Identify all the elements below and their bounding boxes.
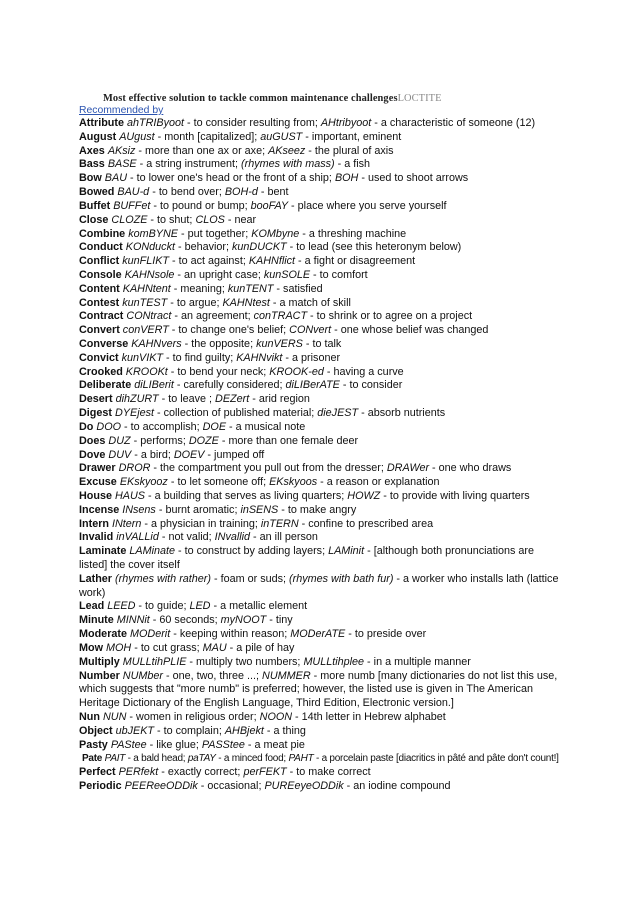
ad-header[interactable]: [103, 93, 523, 104]
entry-bowed: Bowed BAU-d - to bend over; BOH-d - bent: [79, 186, 289, 199]
pronunciation: BOH-d: [224, 186, 258, 199]
pronunciation: KAHNvikt: [236, 351, 283, 364]
definition: to cut grass;: [140, 641, 200, 654]
pronunciation: KROOK-ed: [269, 365, 324, 378]
entry-word: Laminate: [79, 545, 127, 558]
definition: 60 seconds;: [159, 614, 218, 627]
pronunciation: MODerit: [130, 628, 171, 641]
entry-word: Digest: [79, 407, 112, 420]
definition: a prisoner: [292, 351, 341, 364]
definition: having a curve: [333, 365, 404, 378]
definition: to leave ;: [168, 393, 213, 406]
entry-word: Multiply: [79, 655, 120, 668]
entry-word: Object: [79, 724, 113, 737]
definition: to comfort: [319, 268, 368, 281]
pronunciation: NOON: [259, 710, 293, 723]
definition: to change one's belief;: [178, 324, 287, 337]
pronunciation: ahTRIByoot: [126, 117, 184, 129]
pronunciation: BUFFet: [113, 199, 151, 212]
entry-word: Close: [79, 213, 109, 226]
definition: confine to prescribed area: [308, 517, 434, 530]
definition: a physician in training;: [151, 517, 258, 530]
definition: exactly correct;: [167, 766, 241, 779]
entry-dove: Dove DUV - a bird; DOEV - jumped off: [79, 448, 265, 461]
definition: meaning;: [180, 282, 225, 295]
entry-word: Converse: [79, 338, 129, 350]
pronunciation: CONvert: [289, 324, 332, 337]
entry-do: Do DOO - to accomplish; DOE - a musical note: [79, 420, 306, 433]
definition: arid region: [258, 393, 310, 406]
entry-word: Number: [79, 669, 120, 682]
pronunciation: LED: [189, 600, 211, 613]
entry-converse: Converse KAHNvers - the opposite; kunVERS - to talk: [79, 338, 342, 350]
pronunciation: diLIBerit: [134, 379, 174, 392]
pronunciation: PEEReeODDik: [124, 780, 198, 792]
definition: multiply two numbers;: [196, 655, 301, 668]
entry-convict: Convict kunVIKT - to find guilty; KAHNvikt - a prisoner: [79, 351, 341, 364]
entry-minute: Minute MINNit - 60 seconds; myNOOT - tiny: [79, 614, 293, 627]
pronunciation: DOE: [202, 420, 227, 433]
entry-incense: Incense INsens - burnt aromatic; inSENS - to make angry: [79, 503, 357, 516]
entry-word: Moderate: [79, 628, 127, 641]
definition: to lower one's head or the front of a ship;: [136, 172, 332, 185]
pronunciation: PUREeyeODDik: [264, 780, 344, 792]
definition: a porcelain paste [diacritics in pâté and pâte don't count!]: [321, 753, 559, 765]
pronunciation: EKskyooz: [119, 476, 168, 489]
definition: more than one ax or axe;: [145, 144, 266, 157]
definition: to find guilty;: [172, 351, 234, 364]
pronunciation: MAU: [202, 641, 227, 654]
definition: foam or suds;: [220, 572, 287, 585]
pronunciation: conTRACT: [253, 310, 308, 323]
entry-word: Convert: [79, 324, 120, 337]
definition: to lead (see this heteronym below): [296, 241, 462, 254]
pronunciation: inTERN: [260, 517, 299, 530]
entry-contest: Contest kunTEST - to argue; KAHNtest - a match of skill: [79, 296, 351, 309]
definition: the compartment you pull out from the dresser;: [160, 462, 384, 475]
pronunciation: PAIT: [104, 753, 126, 765]
entry-crooked: Crooked KROOKt - to bend your neck; KROOK-ed - having a curve: [79, 365, 404, 378]
entry-word: Periodic: [79, 780, 122, 792]
pronunciation: (rhymes with mass): [241, 158, 335, 171]
definition: to consider resulting from;: [193, 117, 318, 129]
pronunciation: kunDUCKT: [232, 241, 287, 254]
pronunciation: kunSOLE: [263, 268, 311, 281]
definition: one whose belief was changed: [340, 324, 489, 337]
definition: a meat pie: [254, 738, 305, 751]
entry-word: Console: [79, 268, 122, 281]
pronunciation: LEED: [107, 600, 136, 613]
pronunciation: DYEjest: [115, 407, 155, 420]
entry-word: Axes: [79, 144, 105, 157]
definition: a building that serves as living quarters;: [154, 489, 345, 502]
definition: to bend your neck;: [177, 365, 267, 378]
entry-conduct: Conduct KONduckt - behavior; kunDUCKT - to lead (see this heteronym below): [79, 241, 462, 254]
entry-word: Bow: [79, 172, 102, 185]
pronunciation: DROR: [118, 462, 151, 475]
entry-contract: Contract CONtract - an agreement; conTRACT - to shrink or to agree on a project: [79, 310, 473, 323]
pronunciation: kunTEST: [122, 296, 168, 309]
entry-pate: Pate PAIT - a bald head; paTAY - a minced food; PAHT - a porcelain paste [diacritics in pâté and pâte don't count!]: [82, 753, 559, 765]
entry-word: Buffet: [79, 199, 111, 212]
pronunciation: AKseez: [268, 144, 306, 157]
definition: to let someone off;: [177, 476, 267, 489]
pronunciation: kunTENT: [227, 282, 274, 295]
entry-word: Pasty: [79, 738, 108, 751]
entry-word: Bowed: [79, 186, 115, 199]
definition: absorb nutrients: [367, 407, 446, 420]
definition: to shut;: [157, 213, 193, 226]
pronunciation: MOH: [106, 641, 132, 654]
pronunciation: (rhymes with rather): [115, 572, 211, 585]
entry-august: August AUgust - month [capitalized]; auGUST - important, eminent: [79, 130, 402, 143]
pronunciation: INtern: [112, 517, 142, 530]
entry-word: House: [79, 489, 112, 502]
pronunciation: AUgust: [119, 130, 155, 143]
pronunciation: DRAWer: [386, 462, 430, 475]
definition: behavior;: [184, 241, 230, 254]
definition: like glue;: [156, 738, 199, 751]
entry-attribute: Attribute ahTRIByoot - to consider resulting from; AHtribyoot - a characteristic of someone (12): [79, 117, 536, 129]
entry-multiply: Multiply MULLtihPLIE - multiply two numbers; MULLtihplee - in a multiple manner: [79, 655, 471, 668]
entry-word: Attribute: [79, 117, 124, 129]
definition: to act against;: [178, 255, 246, 268]
entry-conflict: Conflict kunFLIKT - to act against; KAHNflict - a fight or disagreement: [79, 255, 416, 268]
entry-buffet: Buffet BUFFet - to pound or bump; booFAY - place where you serve yourself: [79, 199, 447, 212]
entry-desert: Desert dihZURT - to leave ; DEZert - arid region: [79, 393, 310, 406]
entry-word: August: [79, 130, 117, 143]
recommended-by-link[interactable]: Recommended by: [79, 105, 164, 116]
entry-bow: Bow BAU - to lower one's head or the front of a ship; BOH - used to shoot arrows: [79, 172, 469, 185]
definition: bent: [267, 186, 289, 199]
definition: a thing: [273, 724, 306, 737]
pronunciation: DOZE: [188, 434, 219, 447]
definition: a string instrument;: [146, 158, 239, 171]
pronunciation: kunFLIKT: [122, 255, 169, 268]
definition: keeping within reason;: [179, 628, 288, 641]
definition: the opposite;: [191, 338, 254, 350]
entry-word: Invalid: [79, 531, 114, 544]
definition: a worker who installs lath (lattice work): [79, 572, 559, 599]
entry-word: Desert: [79, 393, 113, 406]
pronunciation: komBYNE: [128, 227, 178, 240]
entry-content: Content KAHNtent - meaning; kunTENT - satisfied: [79, 282, 323, 295]
entry-laminate: Laminate LAMinate - to construct by adding layers; LAMinit - [although both pronunciations are listed] the cover itself: [79, 545, 534, 571]
pronunciation: DUZ: [108, 434, 131, 447]
definition: a match of skill: [279, 296, 351, 309]
entry-bass: Bass BASE - a string instrument; (rhymes with mass) - a fish: [79, 158, 371, 171]
entry-word: Minute: [79, 614, 114, 627]
pronunciation: conVERT: [122, 324, 169, 337]
pronunciation: dihZURT: [115, 393, 159, 406]
definition: month [capitalized];: [164, 130, 258, 143]
entry-word: Lead: [79, 600, 105, 613]
entry-drawer: Drawer DROR - the compartment you pull out from the dresser; DRAWer - one who draws: [79, 462, 512, 475]
pronunciation: KOMbyne: [251, 227, 300, 240]
definition: to make angry: [287, 503, 357, 516]
entry-number: Number NUMber - one, two, three ...; NUMMER - more numb [many dictionaries do not list this use, which suggests that "more numb" is preferred; however, the listed use is given in The American Heritage Dictionary of the English Language, Third Edition, Electronic version.]: [79, 669, 558, 710]
definition: to complain;: [163, 724, 222, 737]
entry-word: Does: [79, 434, 106, 447]
entry-perfect: Perfect PERfekt - exactly correct; perFEKT - to make correct: [79, 766, 371, 779]
entry-lead: Lead LEED - to guide; LED - a metallic element: [79, 600, 308, 613]
entry-word: Contest: [79, 296, 120, 309]
definition: 14th letter in Hebrew alphabet: [301, 710, 446, 723]
definition: to shrink or to agree on a project: [316, 310, 473, 323]
pronunciation: DOO: [96, 420, 121, 433]
pronunciation: BAU-d: [117, 186, 150, 199]
pronunciation: NUMMER: [262, 669, 311, 682]
entry-word: Contract: [79, 310, 124, 323]
entry-excuse: Excuse EKskyooz - to let someone off; EKskyoos - a reason or explanation: [79, 476, 440, 489]
definition: occasional;: [207, 780, 262, 792]
pronunciation: INsens: [122, 503, 156, 516]
pronunciation: KAHNsole: [124, 268, 175, 281]
pronunciation: CLOS: [195, 213, 225, 226]
pronunciation: diLIBerATE: [285, 379, 340, 392]
entry-word: Pate: [82, 753, 103, 765]
definition: important, eminent: [311, 130, 402, 143]
definition: [although both pronunciations are listed] the cover itself: [79, 545, 534, 571]
entry-word: Do: [79, 420, 94, 433]
pronunciation: kunVERS: [256, 338, 303, 350]
pronunciation: KONduckt: [125, 241, 175, 254]
entry-word: Convict: [79, 351, 119, 364]
entry-word: Conflict: [79, 255, 120, 268]
entry-word: Incense: [79, 503, 120, 516]
entry-lather: Lather (rhymes with rather) - foam or suds; (rhymes with bath fur) - a worker who installs lath (lattice work): [79, 572, 559, 599]
entry-combine: Combine komBYNE - put together; KOMbyne - a threshing machine: [79, 227, 407, 240]
pronunciation: AHBjekt: [224, 724, 264, 737]
pronunciation: DUV: [108, 448, 132, 461]
pronunciation: MINNit: [116, 614, 150, 627]
definition: to guide;: [145, 600, 187, 613]
definition: satisfied: [283, 282, 323, 295]
entry-word: Deliberate: [79, 379, 132, 392]
definition: put together;: [187, 227, 249, 240]
pronunciation: NUN: [103, 710, 127, 723]
pronunciation: INvallid: [214, 531, 251, 544]
definition: burnt aromatic;: [165, 503, 238, 516]
pronunciation: HAUS: [115, 489, 145, 502]
definition: a minced food;: [223, 753, 286, 765]
definition: the plural of axis: [314, 144, 394, 157]
definition: near: [234, 213, 257, 226]
definition: to talk: [312, 338, 342, 350]
pronunciation: MULLtihPLIE: [122, 655, 187, 668]
definition: performs;: [140, 434, 186, 447]
definition: an iodine compound: [353, 780, 451, 792]
entry-does: Does DUZ - performs; DOZE - more than one female deer: [79, 434, 359, 447]
pronunciation: dieJEST: [317, 407, 359, 420]
entry-word: Intern: [79, 517, 109, 530]
ad-brand[interactable]: LOCTITE: [397, 93, 442, 104]
entry-word: Content: [79, 282, 120, 295]
pronunciation: booFAY: [250, 199, 289, 212]
pronunciation: KAHNflict: [248, 255, 296, 268]
pronunciation: EKskyoos: [269, 476, 318, 489]
pronunciation: KAHNvers: [131, 338, 182, 350]
definition: a fight or disagreement: [304, 255, 416, 268]
entry-nun: Nun NUN - women in religious order; NOON - 14th letter in Hebrew alphabet: [79, 710, 446, 723]
entry-word: Bass: [79, 158, 105, 171]
entry-object: Object ubJEKT - to complain; AHBjekt - a thing: [79, 724, 306, 737]
pronunciation: BAU: [104, 172, 127, 185]
entry-axes: Axes AKsiz - more than one ax or axe; AKseez - the plural of axis: [79, 144, 394, 157]
pronunciation: PASStee: [201, 738, 245, 751]
pronunciation: KAHNtest: [222, 296, 270, 309]
entry-intern: Intern INtern - a physician in training; inTERN - confine to prescribed area: [79, 517, 434, 530]
entry-word: Dove: [79, 448, 106, 461]
definition: one, two, three ...;: [172, 669, 260, 682]
pronunciation: inSENS: [240, 503, 279, 516]
pronunciation: HOWZ: [347, 489, 381, 502]
pronunciation: paTAY: [187, 753, 216, 765]
definition: a metallic element: [220, 600, 308, 613]
pronunciation: inVALLid: [116, 531, 159, 544]
pronunciation: MODerATE: [290, 628, 346, 641]
pronunciation: CONtract: [126, 310, 172, 323]
entry-word: Excuse: [79, 476, 117, 489]
entry-word: Conduct: [79, 241, 123, 254]
entry-invalid: Invalid inVALLid - not valid; INvallid - an ill person: [79, 531, 318, 544]
heteronym-list: [79, 117, 561, 794]
entry-word: Combine: [79, 227, 126, 240]
definition: an ill person: [259, 531, 318, 544]
pronunciation: (rhymes with bath fur): [289, 572, 394, 585]
entry-pasty: Pasty PAStee - like glue; PASStee - a meat pie: [79, 738, 305, 751]
definition: to pound or bump;: [160, 199, 248, 212]
entry-word: Nun: [79, 710, 100, 723]
entry-console: Console KAHNsole - an upright case; kunSOLE - to comfort: [79, 268, 368, 281]
definition: one who draws: [438, 462, 512, 475]
pronunciation: NUMber: [122, 669, 163, 682]
definition: to bend over;: [158, 186, 222, 199]
ad-title[interactable]: Most effective solution to tackle common maintenance challenges: [103, 93, 398, 104]
entry-convert: Convert conVERT - to change one's belief; CONvert - one whose belief was changed: [79, 324, 489, 337]
definition: place where you serve yourself: [297, 199, 447, 212]
definition: a musical note: [235, 420, 306, 433]
pronunciation: KROOKt: [125, 365, 168, 378]
entry-word: Mow: [79, 641, 103, 654]
definition: a reason or explanation: [326, 476, 440, 489]
entry-deliberate: Deliberate diLIBerit - carefully considered; diLIBerATE - to consider: [79, 379, 403, 392]
entry-house: House HAUS - a building that serves as living quarters; HOWZ - to provide with living quarters: [79, 489, 530, 502]
entry-digest: Digest DYEjest - collection of published material; dieJEST - absorb nutrients: [79, 407, 446, 420]
pronunciation: AHtribyoot: [320, 117, 372, 129]
pronunciation: BOH: [334, 172, 359, 185]
definition: collection of published material;: [163, 407, 315, 420]
pronunciation: PAStee: [110, 738, 147, 751]
pronunciation: PAHT: [288, 753, 314, 765]
definition: to accomplish;: [130, 420, 200, 433]
entry-word: Lather: [79, 572, 112, 585]
entry-word: Perfect: [79, 766, 116, 779]
definition: not valid;: [168, 531, 212, 544]
pronunciation: ubJEKT: [115, 724, 155, 737]
pronunciation: myNOOT: [220, 614, 267, 627]
pronunciation: perFEKT: [243, 766, 287, 779]
definition: a threshing machine: [308, 227, 407, 240]
definition: jumped off: [214, 448, 265, 461]
definition: more numb [many dictionaries do not list this use, which suggests that "more numb" is preferred; however, the listed use is given in The American Heritage Dictionary of the English Language, Third Edition, Electronic version.]: [79, 669, 558, 710]
definition: more than one female deer: [228, 434, 359, 447]
pronunciation: CLOZE: [111, 213, 148, 226]
pronunciation: AKsiz: [107, 144, 136, 157]
definition: to make correct: [296, 766, 371, 779]
definition: a bald head;: [133, 753, 186, 765]
pronunciation: MULLtihplee: [303, 655, 365, 668]
entry-mow: Mow MOH - to cut grass; MAU - a pile of hay: [79, 641, 295, 654]
definition: an agreement;: [181, 310, 251, 323]
definition: a bird;: [140, 448, 171, 461]
entry-close: Close CLOZE - to shut; CLOS - near: [79, 213, 257, 226]
definition: to preside over: [354, 628, 427, 641]
pronunciation: DEZert: [215, 393, 250, 406]
pronunciation: LAMinate: [129, 545, 176, 558]
definition: carefully considered;: [183, 379, 283, 392]
pronunciation: PERfekt: [118, 766, 159, 779]
entry-moderate: Moderate MODerit - keeping within reason; MODerATE - to preside over: [79, 628, 427, 641]
definition: a characteristic of someone (12): [380, 117, 536, 129]
entry-word: Drawer: [79, 462, 116, 475]
definition: an upright case;: [184, 268, 261, 281]
definition: to provide with living quarters: [389, 489, 530, 502]
definition: tiny: [275, 614, 293, 627]
entry-word: Crooked: [79, 365, 123, 378]
definition: a pile of hay: [236, 641, 295, 654]
pronunciation: LAMinit: [328, 545, 365, 558]
pronunciation: kunVIKT: [121, 351, 163, 364]
definition: in a multiple manner: [373, 655, 471, 668]
pronunciation: DOEV: [173, 448, 205, 461]
pronunciation: KAHNtent: [122, 282, 171, 295]
definition: to consider: [349, 379, 403, 392]
definition: to argue;: [176, 296, 220, 309]
entry-periodic: Periodic PEEReeODDik - occasional; PUREeyeODDik - an iodine compound: [79, 780, 451, 792]
definition: a fish: [344, 158, 371, 171]
definition: to construct by adding layers;: [184, 545, 326, 558]
pronunciation: auGUST: [260, 130, 303, 143]
definition: women in religious order;: [136, 710, 257, 723]
pronunciation: BASE: [107, 158, 137, 171]
definition: used to shoot arrows: [367, 172, 469, 185]
